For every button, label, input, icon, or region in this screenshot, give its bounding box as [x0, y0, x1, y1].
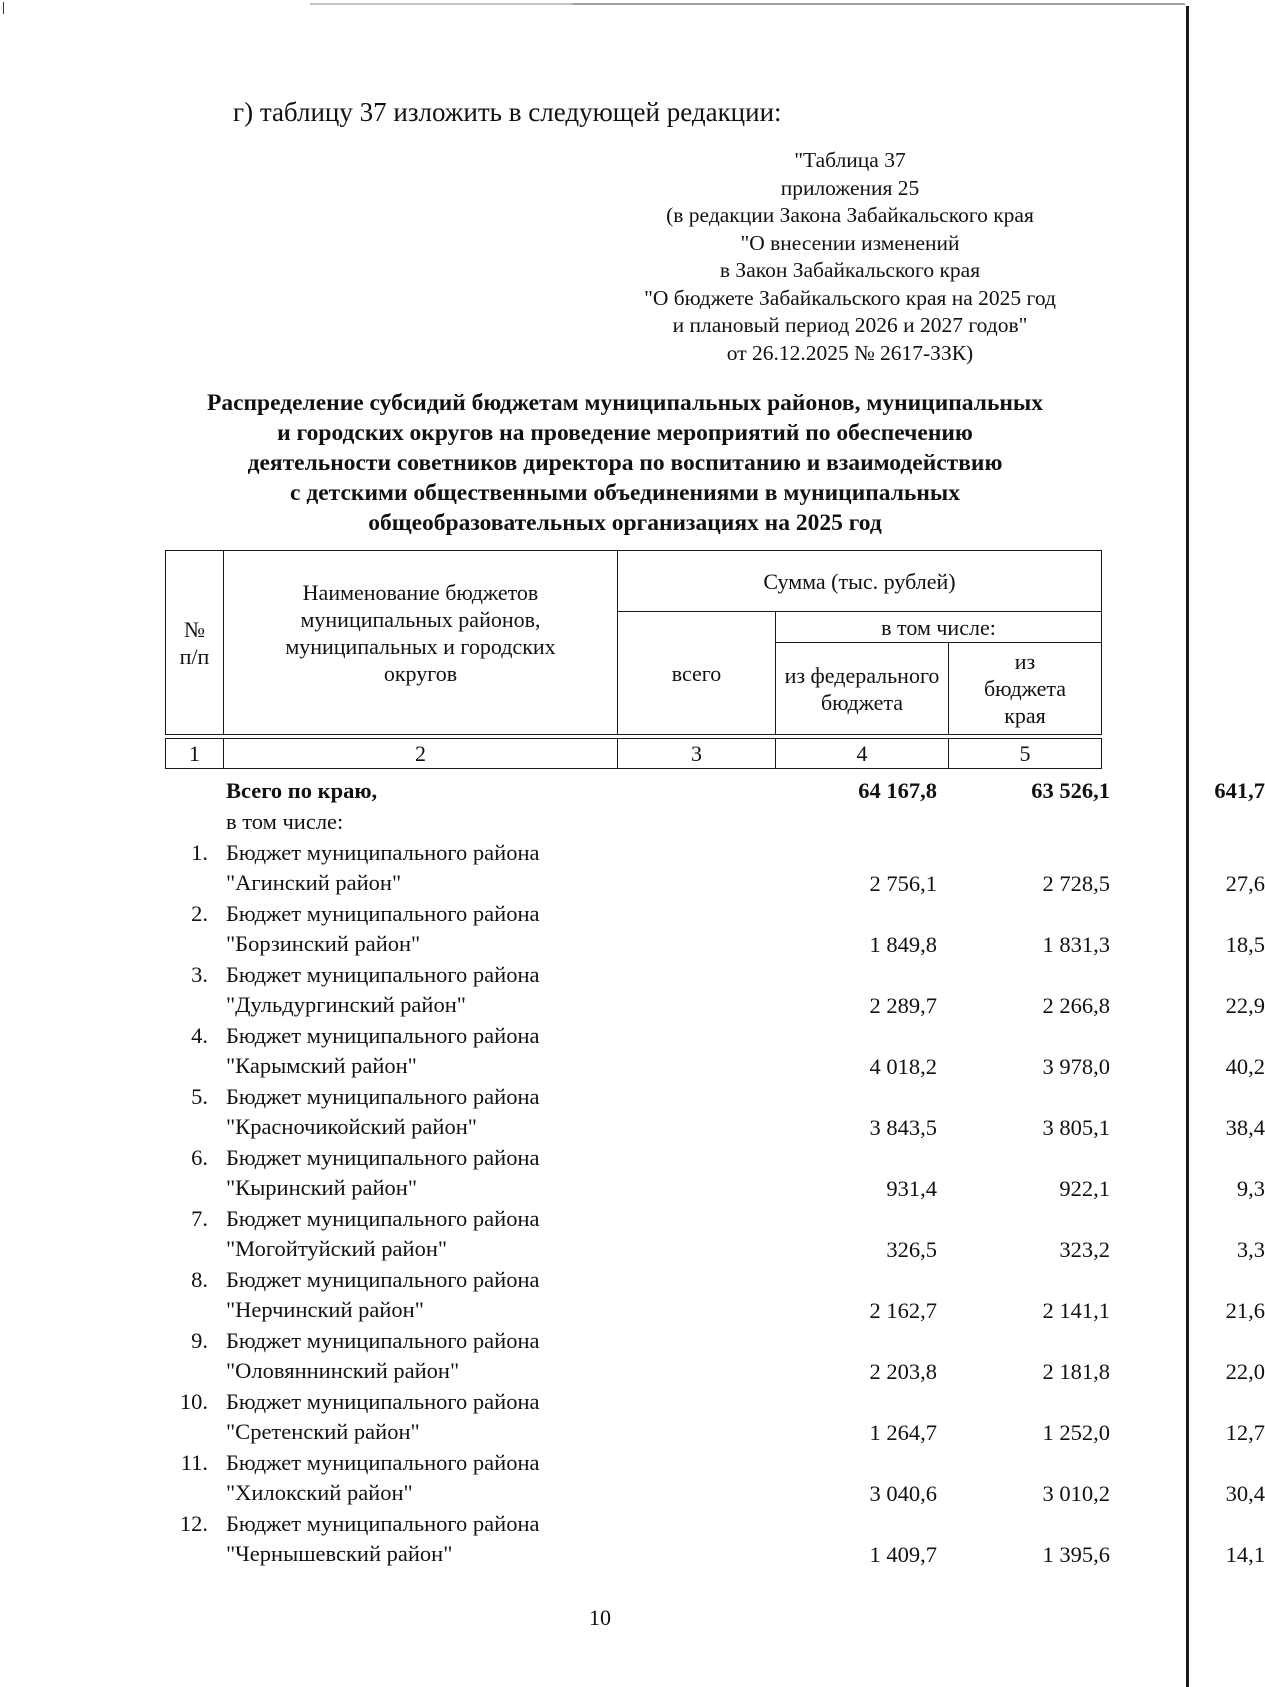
- row-name: [226, 899, 626, 959]
- row-regional: 12,7: [1225, 1420, 1265, 1445]
- row-regional: 30,4: [1225, 1481, 1265, 1506]
- row-number: 11.: [180, 1450, 208, 1475]
- row-name-line2: "Карымский район": [226, 1053, 417, 1078]
- row-name-line1: Бюджет муниципального района: [226, 962, 540, 987]
- attachment-line: "О бюджете Забайкальского края на 2025 год: [644, 285, 1056, 310]
- table-body: [165, 776, 1265, 1570]
- row-name: [226, 1265, 626, 1325]
- row-name-line1: Бюджет муниципального района: [226, 1450, 540, 1475]
- title-line: и городских округов на проведение мероприятий по обеспечению: [277, 420, 973, 446]
- page-number: 10: [589, 1605, 611, 1630]
- attachment-line: приложения 25: [780, 175, 920, 200]
- row-regional: 22,0: [1225, 1359, 1265, 1384]
- row-number: 9.: [191, 1328, 208, 1353]
- row-name-line1: Бюджет муниципального района: [226, 1084, 540, 1109]
- table-row: [165, 1082, 1265, 1143]
- row-name-line2: "Чернышевский район": [226, 1541, 453, 1566]
- attachment-line: в Закон Забайкальского края: [719, 258, 981, 282]
- row-federal: 922,1: [1059, 1176, 1110, 1201]
- row-federal: 1 252,0: [1042, 1420, 1110, 1445]
- row-number: 4.: [191, 1023, 208, 1048]
- document-title: [150, 388, 1100, 538]
- row-total: 1 849,8: [869, 932, 937, 957]
- row-federal: 1 395,6: [1042, 1542, 1110, 1567]
- title-line: общеобразовательных организациях на 2025 год: [368, 510, 882, 536]
- row-total: 2 289,7: [869, 993, 937, 1018]
- row-federal: 2 728,5: [1042, 871, 1110, 896]
- row-federal: 3 010,2: [1042, 1481, 1110, 1506]
- row-name: [226, 1021, 626, 1081]
- table-row: [165, 1265, 1265, 1326]
- attachment-line: от 26.12.2025 № 2617-ЗЗК): [726, 340, 974, 365]
- row-name: [226, 1448, 626, 1508]
- row-total: 4 018,2: [869, 1054, 937, 1079]
- row-regional: 40,2: [1225, 1054, 1265, 1079]
- row-regional: 38,4: [1225, 1115, 1265, 1140]
- row-name-line1: Бюджет муниципального района: [226, 901, 540, 926]
- total-federal: 63 526,1: [1031, 778, 1110, 803]
- row-regional: 18,5: [1225, 932, 1265, 957]
- row-number: 2.: [191, 901, 208, 926]
- table-row: [165, 1387, 1265, 1448]
- table-row: [165, 1204, 1265, 1265]
- row-regional: 22,9: [1225, 993, 1265, 1018]
- row-name-line1: Бюджет муниципального района: [226, 1023, 540, 1048]
- row-name-line2: "Нерчинский район": [226, 1297, 424, 1322]
- row-name: [226, 1387, 626, 1447]
- row-name-line1: Бюджет муниципального района: [226, 840, 540, 865]
- column-number: 4: [776, 739, 949, 769]
- row-federal: 2 181,8: [1042, 1359, 1110, 1384]
- column-number: 3: [618, 739, 776, 769]
- row-number: 8.: [191, 1267, 208, 1292]
- row-name-line1: Бюджет муниципального района: [226, 1206, 540, 1231]
- row-total: 1 409,7: [869, 1542, 937, 1567]
- attachment-line: (в редакции Закона Забайкальского края: [666, 203, 1034, 227]
- row-name: [226, 1204, 626, 1264]
- table-row: [165, 1509, 1265, 1570]
- attachment-line: и плановый период 2026 и 2027 годов": [672, 313, 1028, 337]
- header-federal: из федерального бюджета: [776, 643, 949, 735]
- row-name-line2: "Сретенский район": [226, 1419, 420, 1444]
- attachment-line: "О внесении изменений: [740, 230, 960, 255]
- row-name: [226, 960, 626, 1020]
- column-number: 5: [949, 739, 1102, 769]
- table-row: [165, 1143, 1265, 1204]
- header-num: № п/п: [166, 551, 224, 735]
- row-name-line2: "Борзинский район": [226, 931, 421, 956]
- attachment-line: "Таблица 37: [794, 148, 906, 172]
- row-name: [226, 1326, 626, 1386]
- row-name: [226, 1509, 626, 1569]
- column-number: 1: [166, 739, 224, 769]
- row-federal: 2 266,8: [1042, 993, 1110, 1018]
- total-row: [165, 776, 1265, 807]
- row-regional: 14,1: [1225, 1542, 1265, 1567]
- attachment-reference: [600, 147, 1100, 367]
- column-number: 2: [224, 739, 618, 769]
- row-name-line1: Бюджет муниципального района: [226, 1511, 540, 1536]
- row-number: 3.: [191, 962, 208, 987]
- row-total: 2 203,8: [869, 1359, 937, 1384]
- table-row: [165, 1021, 1265, 1082]
- row-name-line1: Бюджет муниципального района: [226, 1267, 540, 1292]
- title-line: с детскими общественными объединениями в муниципальных: [290, 480, 960, 506]
- row-number: 6.: [191, 1145, 208, 1170]
- row-name-line2: "Агинский район": [226, 870, 402, 895]
- row-number: 1.: [191, 840, 208, 865]
- row-name-line2: "Хилокский район": [226, 1480, 413, 1505]
- row-name-line2: "Дульдургинский район": [226, 992, 466, 1017]
- row-total: 3 843,5: [869, 1115, 937, 1140]
- row-name-line2: "Красночикойский район": [226, 1114, 477, 1139]
- table-header: [165, 550, 1102, 735]
- scan-mark: [3, 2, 4, 14]
- row-federal: 3 805,1: [1042, 1115, 1110, 1140]
- including-label: в том числе:: [226, 809, 344, 834]
- table-row: [165, 838, 1265, 899]
- row-name-line1: Бюджет муниципального района: [226, 1328, 540, 1353]
- row-name-line1: Бюджет муниципального района: [226, 1389, 540, 1414]
- header-total: всего: [618, 612, 776, 735]
- row-name: [226, 1143, 626, 1203]
- row-total: 3 040,6: [869, 1481, 937, 1506]
- table-row: [165, 1448, 1265, 1509]
- row-name-line2: "Могойтуйский район": [226, 1236, 448, 1261]
- header-sum-group: Сумма (тыс. рублей): [618, 551, 1102, 612]
- including-row: [165, 807, 1101, 838]
- table-row: [165, 1326, 1265, 1387]
- row-name-line1: Бюджет муниципального района: [226, 1145, 540, 1170]
- row-regional: 21,6: [1225, 1298, 1265, 1323]
- scan-top-edge: [310, 3, 1185, 5]
- row-regional: 27,6: [1225, 871, 1265, 896]
- row-name-line2: "Оловяннинский район": [226, 1358, 460, 1383]
- row-total: 931,4: [886, 1176, 937, 1201]
- row-name-line2: "Кыринский район": [226, 1175, 418, 1200]
- row-total: 2 756,1: [869, 871, 937, 896]
- title-line: деятельности советников директора по воспитанию и взаимодействию: [247, 450, 1003, 476]
- row-total: 2 162,7: [869, 1298, 937, 1323]
- total-regional: 641,7: [1214, 778, 1265, 803]
- row-number: 5.: [191, 1084, 208, 1109]
- row-name: [226, 838, 626, 898]
- header-name: Наименование бюджетов муниципальных районов, муниципальных и городских округов: [224, 551, 618, 735]
- row-total: 1 264,7: [869, 1420, 937, 1445]
- title-line: Распределение субсидий бюджетам муниципальных районов, муниципальных: [206, 390, 1044, 416]
- table-row: [165, 899, 1265, 960]
- row-regional: 9,3: [1236, 1176, 1265, 1201]
- row-federal: 1 831,3: [1042, 932, 1110, 957]
- header-including: в том числе:: [776, 612, 1102, 643]
- header-regional: из бюджета края: [949, 643, 1102, 735]
- row-regional: 3,3: [1236, 1237, 1265, 1262]
- total-label: Всего по краю,: [226, 778, 378, 803]
- row-federal: 3 978,0: [1042, 1054, 1110, 1079]
- intro-paragraph: г) таблицу 37 изложить в следующей редакции:: [233, 97, 782, 127]
- row-federal: 323,2: [1059, 1237, 1110, 1262]
- total-sum: 64 167,8: [858, 778, 937, 803]
- row-number: 7.: [191, 1206, 208, 1231]
- row-number: 12.: [179, 1511, 208, 1536]
- row-number: 10.: [179, 1389, 208, 1414]
- row-name: [226, 1082, 626, 1142]
- row-total: 326,5: [886, 1237, 937, 1262]
- row-federal: 2 141,1: [1042, 1298, 1110, 1323]
- table-row: [165, 960, 1265, 1021]
- column-numbers-row: [165, 738, 1102, 769]
